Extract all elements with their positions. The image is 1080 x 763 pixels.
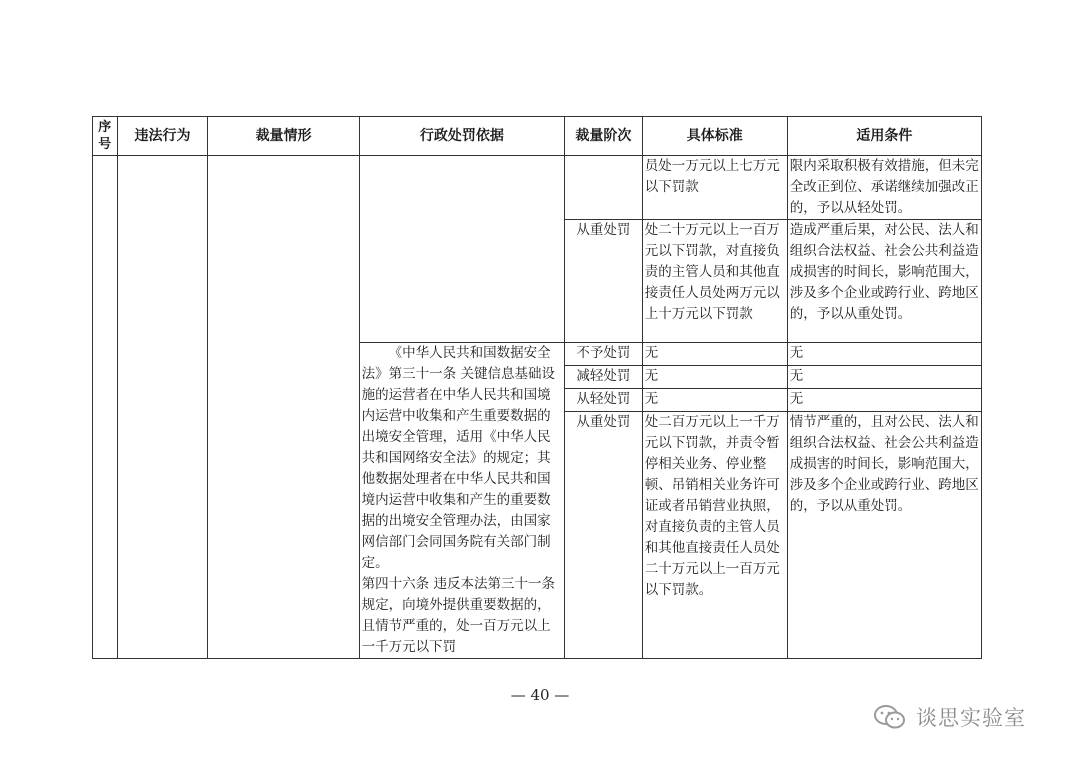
watermark bbox=[872, 702, 1026, 732]
header-standard: 具体标准 bbox=[642, 117, 787, 156]
level-cell: 从重处罚 bbox=[565, 220, 643, 343]
level-cell: 不予处罚 bbox=[565, 343, 643, 366]
condition-cell: 无 bbox=[787, 366, 981, 389]
header-level: 裁量阶次 bbox=[565, 117, 643, 156]
penalty-table bbox=[92, 116, 982, 659]
watermark-text: 谈思实验室 bbox=[916, 706, 1026, 730]
violation-cell bbox=[117, 156, 208, 659]
standard-cell: 无 bbox=[642, 366, 787, 389]
level-cell: 从重处罚 bbox=[565, 412, 643, 659]
header-condition: 适用条件 bbox=[787, 117, 981, 156]
standard-cell: 处二百万元以上一千万元以下罚款，并责令暂停相关业务、停业整顿、吊销相关业务许可证或者吊销营业执照，对直接负责的主管人员和其他直接责任人员处二十万元以上一百万元以下罚款。 bbox=[642, 412, 787, 659]
level-cell bbox=[565, 156, 643, 220]
condition-cell: 无 bbox=[787, 343, 981, 366]
level-cell: 减轻处罚 bbox=[565, 366, 643, 389]
wechat-icon bbox=[872, 704, 908, 730]
situation-cell bbox=[208, 156, 359, 659]
seq-cell bbox=[93, 156, 118, 659]
level-cell: 从轻处罚 bbox=[565, 389, 643, 412]
page-number: — 40 — bbox=[510, 686, 570, 704]
condition-cell: 情节严重的，且对公民、法人和组织合法权益、社会公共利益造成损害的时间长，影响范围大，涉及多个企业或跨行业、跨地区的，予以从重处罚。 bbox=[787, 412, 981, 659]
basis-cell: 《中华人民共和国数据安全法》第三十一条 关键信息基础设施的运营者在中华人民共和国境内运营中收集和产生重要数据的出境安全管理，适用《中华人民共和国网络安全法》的规定；其他数据处理者在中华人民共和国境内运营中收集和产生的重要数据的出境安全管理办法，由国家网信部门会同国务院有关部门制定。 第四十六条 违反本法第三十一条规定，向境外提供重要数据的，且情节严重的，处一百万元以上一千万元以下罚 bbox=[359, 343, 564, 659]
header-seq: 序号 bbox=[93, 117, 118, 156]
basis-cell-upper bbox=[359, 156, 564, 343]
table-header-row bbox=[93, 117, 982, 156]
condition-cell: 无 bbox=[787, 389, 981, 412]
standard-cell: 无 bbox=[642, 343, 787, 366]
standard-cell: 处二十万元以上一百万元以下罚款，对直接负责的主管人员和其他直接责任人员处两万元以上十万元以下罚款 bbox=[642, 220, 787, 343]
header-basis: 行政处罚依据 bbox=[359, 117, 564, 156]
standard-cell: 无 bbox=[642, 389, 787, 412]
header-violation: 违法行为 bbox=[117, 117, 208, 156]
standard-cell: 员处一万元以上七万元以下罚款 bbox=[642, 156, 787, 220]
condition-cell: 造成严重后果，对公民、法人和组织合法权益、社会公共利益造成损害的时间长，影响范围大，涉及多个企业或跨行业、跨地区的，予以从重处罚。 bbox=[787, 220, 981, 343]
condition-cell: 限内采取积极有效措施，但未完全改正到位、承诺继续加强改正的，予以从轻处罚。 bbox=[787, 156, 981, 220]
table-row bbox=[93, 156, 982, 220]
header-situation: 裁量情形 bbox=[208, 117, 359, 156]
